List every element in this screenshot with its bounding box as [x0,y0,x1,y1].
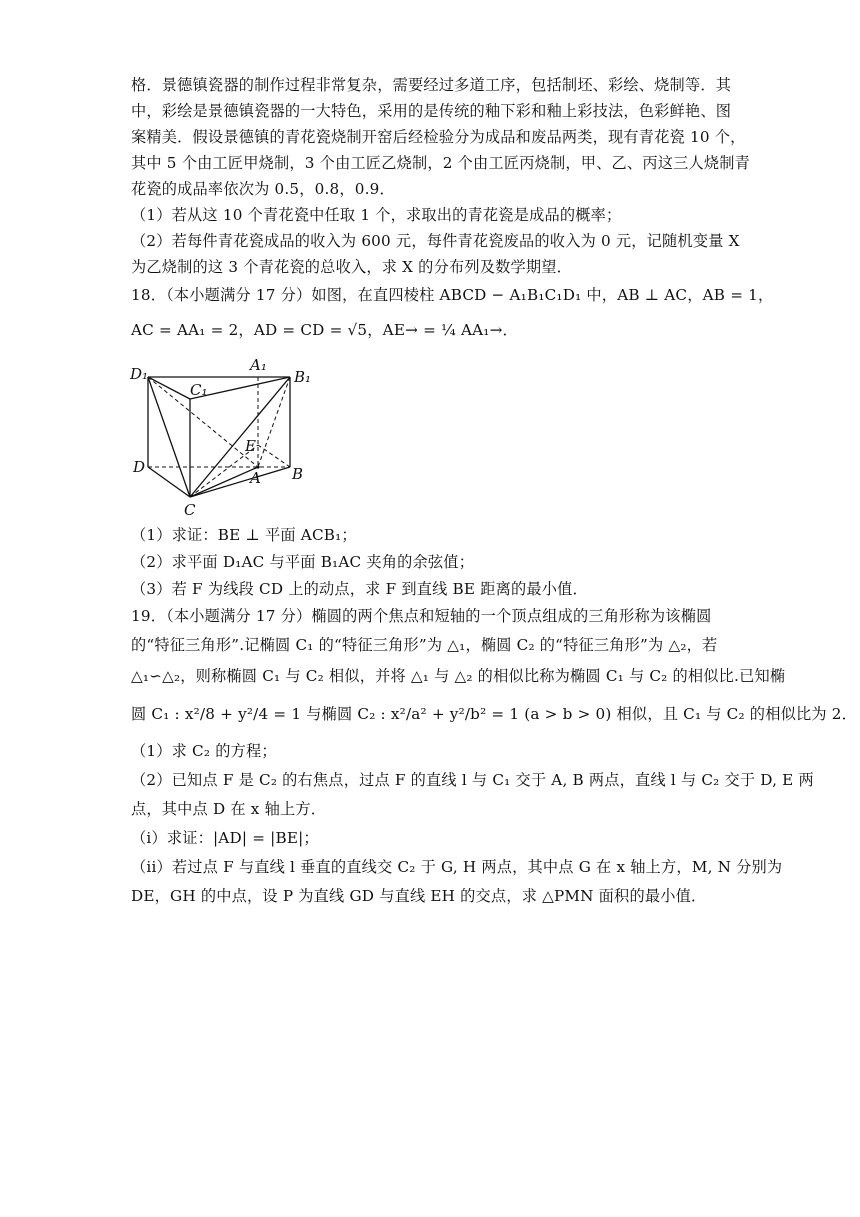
problem17-text-line-3: 案精美．假设景德镇的青花瓷烧制开窑后经检验分为成品和废品两类，现有青花瓷 10 个， [131,128,746,146]
problem19-text-line-3: △₁∽△₂，则称椭圆 C₁ 与 C₂ 相似，并将 △₁ 与 △₂ 的相似比称为椭圆 C₁ 与 C₂ 的相似比.已知椭 [131,667,786,685]
label-A1: A₁ [250,357,267,374]
problem19-question-2i: （i）求证：|AD| = |BE|； [131,829,319,847]
prism-diagram [128,357,318,520]
problem17-question-1: （1）若从这 10 个青花瓷中任取 1 个，求取出的青花瓷是成品的概率； [131,206,622,224]
problem19-text-line-2: 的“特征三角形”.记椭圆 C₁ 的“特征三角形”为 △₁，椭圆 C₂ 的“特征三角形”为 △₂，若 [131,636,718,654]
label-B: B [292,465,304,483]
label-A: A [250,469,261,487]
problem17-question-2-cont: 为乙烧制的这 3 个青花瓷的总收入，求 X 的分布列及数学期望． [131,258,573,276]
problem17-question-2: （2）若每件青花瓷成品的收入为 600 元，每件青花瓷废品的收入为 0 元，记随机变量 X [131,232,740,250]
prism-figure [128,357,318,520]
problem19-question-1: （1）求 C₂ 的方程； [131,742,277,760]
problem19-header: 19．（本小题满分 17 分）椭圆的两个焦点和短轴的一个顶点组成的三角形称为该椭圆 [131,607,712,625]
label-C: C [184,501,196,519]
problem18-header: 18．（本小题满分 17 分）如图，在直四棱柱 ABCD − A₁B₁C₁D₁ 中，AB ⊥ AC，AB = 1， [131,286,774,304]
problem18-question-2: （2）求平面 D₁AC 与平面 B₁AC 夹角的余弦值； [131,553,475,571]
problem19-question-2ii: （ii）若过点 F 与直线 l 垂直的直线交 C₂ 于 G, H 两点，其中点 G 在 x 轴上方，M, N 分别为 [131,858,783,876]
problem19-question-2-cont: 点，其中点 D 在 x 轴上方． [131,800,327,818]
label-C1: C₁ [190,381,208,399]
problem17-text-line-5: 花瓷的成品率依次为 0.5，0.8，0.9． [131,180,395,198]
problem17-text-line-4: 其中 5 个由工匠甲烧制，3 个由工匠乙烧制，2 个由工匠丙烧制，甲、乙、丙这三人烧制青 [131,154,751,172]
problem19-question-2: （2）已知点 F 是 C₂ 的右焦点，过点 F 的直线 l 与 C₁ 交于 A, B 两点，直线 l 与 C₂ 交于 D, E 两 [131,771,814,789]
label-D1: D₁ [130,365,149,383]
problem19-question-2ii-cont: DE，GH 的中点，设 P 为直线 GD 与直线 EH 的交点，求 △PMN 面积的最小值． [131,887,707,905]
label-B1: B₁ [294,368,312,386]
problem18-conditions: AC = AA₁ = 2，AD = CD = √5，AE→ = ¼ AA₁→． [131,321,518,339]
problem18-question-1: （1）求证：BE ⊥ 平面 ACB₁； [131,526,357,544]
problem17-text-line-2: 中，彩绘是景德镇瓷器的一大特色，采用的是传统的釉下彩和釉上彩技法，色彩鲜艳、图 [131,102,732,120]
label-D: D [133,458,146,476]
problem18-question-3: （3）若 F 为线段 CD 上的动点，求 F 到直线 BE 距离的最小值． [131,580,588,598]
problem17-text-line-1: 格．景德镇瓷器的制作过程非常复杂，需要经过多道工序，包括制坯、彩绘、烧制等．其 [131,76,732,94]
label-E: E [245,437,256,455]
problem19-ellipse-equations: 圆 C₁ : x²/8 + y²/4 = 1 与椭圆 C₂ : x²/a² + y²/b² = 1 (a > b > 0) 相似，且 C₁ 与 C₂ 的相似比为 2． [131,705,858,723]
